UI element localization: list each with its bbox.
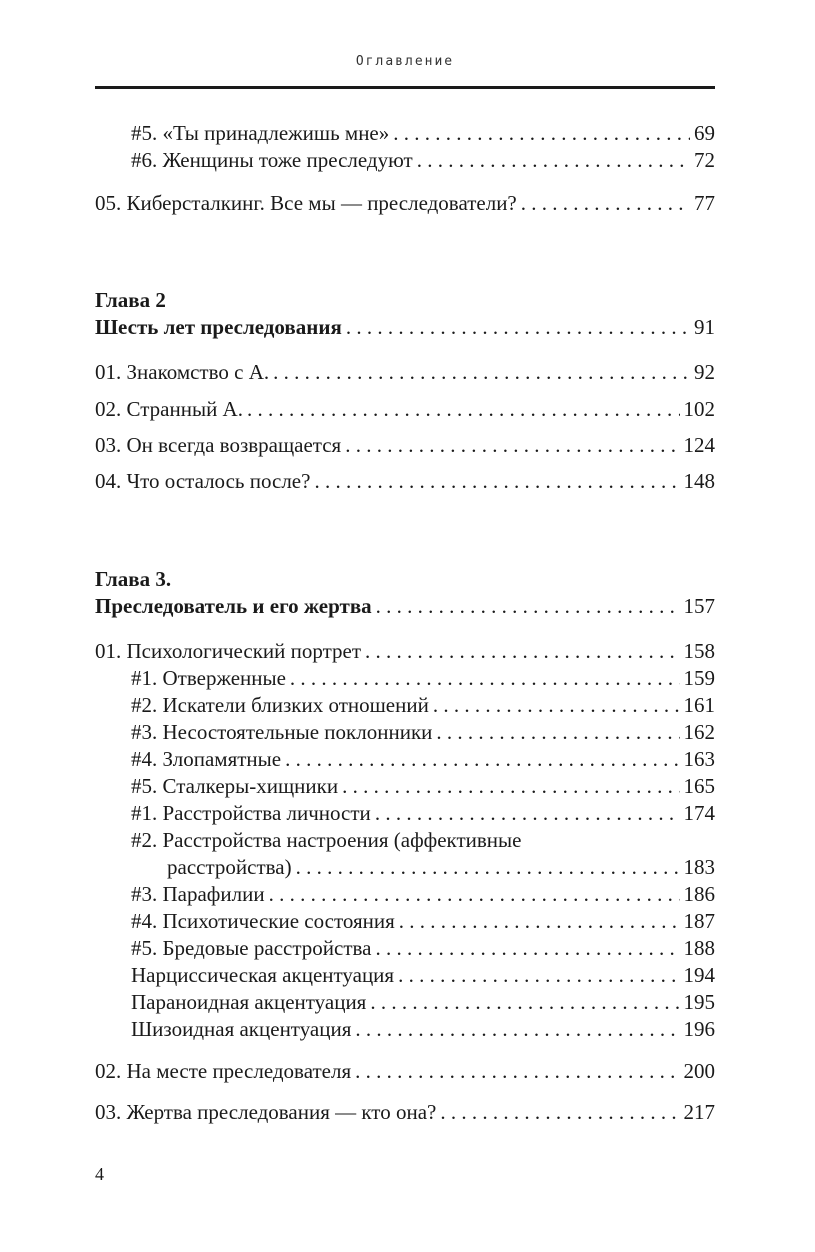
toc-entry-title: #4. Злопамятные [131,747,282,771]
leader-dots [399,908,680,934]
leader-dots [433,692,680,718]
leader-dots [375,935,679,961]
toc-entry-title: 03. Жертва преследования — кто она? [95,1100,437,1124]
leader-dots [269,881,680,907]
toc-entry[interactable] [131,692,715,718]
toc-entry[interactable] [131,908,715,934]
toc-entry-page: 196 [683,1017,715,1041]
page-number: 4 [95,1164,104,1184]
toc-entry-page: 102 [683,397,715,421]
chapter-page: 157 [683,594,715,618]
toc-entry-title: #6. Женщины тоже преследуют [131,148,413,172]
toc-entry[interactable] [131,120,715,146]
toc-entry-page: 165 [683,774,715,798]
leader-dots [417,147,690,173]
leader-dots [273,359,690,385]
toc-entry-page: 217 [683,1100,715,1124]
toc-entry-title: #2. Искатели близких отношений [131,693,429,717]
toc-entry-title: #5. «Ты принадлежишь мне» [131,121,390,145]
toc-entry-page: 188 [683,936,715,960]
toc-entry[interactable] [131,935,715,961]
toc-entry[interactable] [131,962,715,988]
toc-entry-page: 161 [683,693,715,717]
toc-entry-page: 92 [694,360,715,384]
leader-dots [398,962,679,988]
toc-entry[interactable] [95,432,715,458]
toc-entry-title: 03. Он всегда возвращается [95,433,342,457]
toc-entry[interactable] [95,1099,715,1125]
toc-entry-title: 02. Странный А. [95,397,243,421]
toc-entry[interactable] [131,665,715,691]
toc-entry-page: 77 [694,191,715,215]
leader-dots [370,989,679,1015]
chapter-title-entry[interactable] [95,314,715,340]
leader-dots [521,190,690,216]
toc-entry-title: Шизоидная акцентуация [131,1017,352,1041]
toc-entry-page: 158 [683,639,715,663]
toc-entry-title: #1. Отверженные [131,666,286,690]
toc-entry[interactable] [131,147,715,173]
toc-entry-page: 200 [683,1059,715,1083]
toc-entry-page: 174 [683,801,715,825]
leader-dots [436,719,679,745]
toc-entry-title: 01. Психологический портрет [95,639,362,663]
chapter-title-entry[interactable] [95,593,715,619]
chapter-label: Глава 3. [95,567,172,591]
header-rule [95,86,715,89]
leader-dots [296,854,680,880]
leader-dots [314,468,679,494]
leader-dots [375,800,680,826]
toc-entry-page: 69 [694,121,715,145]
leader-dots [376,593,680,619]
toc-entry-page: 186 [683,882,715,906]
toc-entry[interactable] [95,359,715,385]
leader-dots [345,432,679,458]
toc-entry[interactable] [95,468,715,494]
toc-entry-title: #4. Психотические состояния [131,909,395,933]
chapter-label: Глава 2 [95,288,166,312]
toc-entry-title: 04. Что осталось после? [95,469,311,493]
toc-entry-page: 162 [683,720,715,744]
leader-dots [346,314,690,340]
toc-entry[interactable] [95,396,715,422]
leader-dots [365,638,679,664]
chapter-page: 91 [694,315,715,339]
toc-entry[interactable] [131,746,715,772]
toc-entry-title: 05. Киберсталкинг. Все мы — преследователи? [95,191,517,215]
toc-entry-page: 124 [683,433,715,457]
toc-entry-title: 01. Знакомство с А. [95,360,270,384]
toc-entry-title: Нарциссическая акцентуация [131,963,395,987]
toc-entry-title: #1. Расстройства личности [131,801,371,825]
toc-entry-title: #5. Сталкеры-хищники [131,774,339,798]
toc-entry[interactable] [131,881,715,907]
leader-dots [393,120,690,146]
chapter-title: Преследователь и его жертва [95,594,372,618]
toc-entry-page: 148 [683,469,715,493]
toc-entry-page: 187 [683,909,715,933]
toc-entry-title: #3. Несостоятельные поклонники [131,720,433,744]
toc-entry-title: расстройства) [167,855,292,879]
toc-entry-page: 183 [683,855,715,879]
toc-entry[interactable] [167,854,715,880]
toc-entry[interactable] [95,190,715,216]
toc-entry[interactable] [95,1058,715,1084]
leader-dots [285,746,679,772]
toc-entry-title: #5. Бредовые расстройства [131,936,372,960]
toc-entry-page: 159 [683,666,715,690]
toc-entry[interactable] [131,1016,715,1042]
toc-entry[interactable] [131,773,715,799]
toc-entry[interactable] [131,989,715,1015]
toc-entry[interactable] [131,719,715,745]
toc-entry[interactable] [95,638,715,664]
running-header: Оглавление [355,54,455,69]
toc-entry-title: #3. Парафилии [131,882,265,906]
toc-entry-page: 195 [683,990,715,1014]
leader-dots [440,1099,679,1125]
chapter-title: Шесть лет преследования [95,315,342,339]
toc-entry-title: 02. На месте преследователя [95,1059,352,1083]
leader-dots [355,1016,679,1042]
leader-dots [247,396,680,422]
toc-entry-page: 194 [683,963,715,987]
toc-entry-page: 72 [694,148,715,172]
toc-entry-title: Параноидная акцентуация [131,990,367,1014]
toc-entry[interactable] [131,800,715,826]
toc-entry-title-line[interactable]: #2. Расстройства настроения (аффективные [131,828,522,852]
toc-entry-page: 163 [683,747,715,771]
leader-dots [290,665,680,691]
leader-dots [355,1058,679,1084]
leader-dots [342,773,679,799]
